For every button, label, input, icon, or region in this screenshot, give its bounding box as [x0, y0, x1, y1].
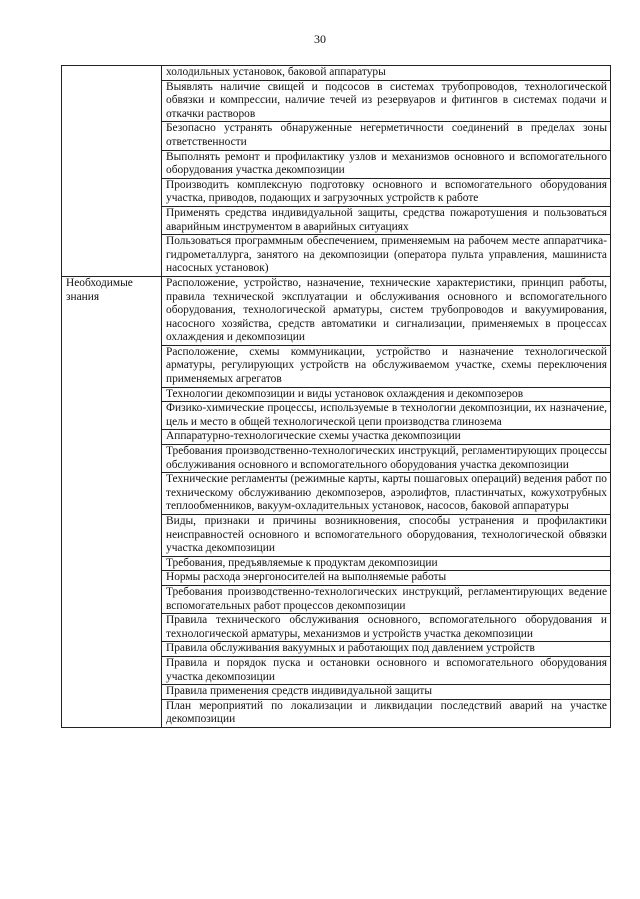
knowledge-item: План мероприятий по локализации и ликвидации последствий аварий на участке декомпозиции	[162, 699, 611, 727]
knowledge-item: Требования, предъявляемые к продуктам декомпозиции	[162, 556, 611, 571]
skill-item: Выявлять наличие свищей и подсосов в системах трубопроводов, технологической обвязки и компрессии, наличие течей из резервуаров и фитингов в системах подачи и откачки растворов	[162, 80, 611, 122]
skill-item: Применять средства индивидуальной защиты, средства пожаротушения и пользоваться аварийным инструментом в аварийных ситуациях	[162, 206, 611, 234]
knowledge-item: Технические регламенты (режимные карты, карты пошаговых операций) ведения работ по техническому обслуживанию декомпозеров, аэролифтов, пластинчатых, кожухотрубных теплообменников, вакуум-охладительных установок, насосов, баковой аппаратуры	[162, 473, 611, 515]
knowledge-item: Правила технического обслуживания основного, вспомогательного оборудования и технологической арматуры, механизмов и устройств участка декомпозиции	[162, 614, 611, 642]
knowledge-item: Виды, признаки и причины возникновения, способы устранения и профилактики неисправностей основного и вспомогательного оборудования, технологической обвязки участка декомпозиции	[162, 515, 611, 557]
skill-item: Пользоваться программным обеспечением, применяемым на рабочем месте аппаратчика-гидрометаллурга, занятого на декомпозиции (оператора пульта управления, машиниста насосных установок)	[162, 235, 611, 277]
knowledge-label: Необходимые знания	[62, 276, 162, 727]
skill-item: холодильных установок, баковой аппаратуры	[162, 66, 611, 81]
knowledge-item: Физико-химические процессы, используемые в технологии декомпозиции, их назначение, цель и место в общей технологической цепи производства глинозема	[162, 402, 611, 430]
knowledge-item: Требования производственно-технологических инструкций, регламентирующих ведение вспомогательных работ процессов декомпозиции	[162, 585, 611, 613]
page-number: 30	[314, 32, 326, 46]
knowledge-item: Правила применения средств индивидуальной защиты	[162, 685, 611, 700]
knowledge-item: Требования производственно-технологических инструкций, регламентирующих процессы обслуживания основного и вспомогательного оборудования участка декомпозиции	[162, 445, 611, 473]
knowledge-item: Расположение, схемы коммуникации, устройство и назначение технологической арматуры, регулирующих устройств на обслуживаемом участке, схемы переключения применяемых агрегатов	[162, 345, 611, 387]
requirements-table	[61, 65, 611, 728]
knowledge-item: Правила обслуживания вакуумных и работающих под давлением устройств	[162, 642, 611, 657]
knowledge-item: Расположение, устройство, назначение, технические характеристики, принцип работы, правила технической эксплуатации и обслуживания основного и вспомогательного оборудования, технологической арматуры, систем трубопроводов и вакуумирования, насосного хозяйства, средств автоматики и сигнализации, применяемых в процессах охлаждения и декомпозиции	[162, 276, 611, 345]
knowledge-item: Нормы расхода энергоносителей на выполняемые работы	[162, 571, 611, 586]
skill-item: Производить комплексную подготовку основного и вспомогательного оборудования участка, приводов, подающих и загрузочных устройств к работе	[162, 178, 611, 206]
knowledge-item: Технологии декомпозиции и виды установок охлаждения и декомпозеров	[162, 387, 611, 402]
skill-item: Выполнять ремонт и профилактику узлов и механизмов основного и вспомогательного оборудования участка декомпозиции	[162, 150, 611, 178]
knowledge-item: Аппаратурно-технологические схемы участка декомпозиции	[162, 430, 611, 445]
skills-label-cell	[62, 66, 162, 277]
knowledge-row	[62, 276, 611, 345]
skill-item: Безопасно устранять обнаруженные негерметичности соединений в пределах зоны ответственности	[162, 122, 611, 150]
skill-row	[62, 66, 611, 81]
knowledge-item: Правила и порядок пуска и остановки основного и вспомогательного оборудования участка декомпозиции	[162, 656, 611, 684]
